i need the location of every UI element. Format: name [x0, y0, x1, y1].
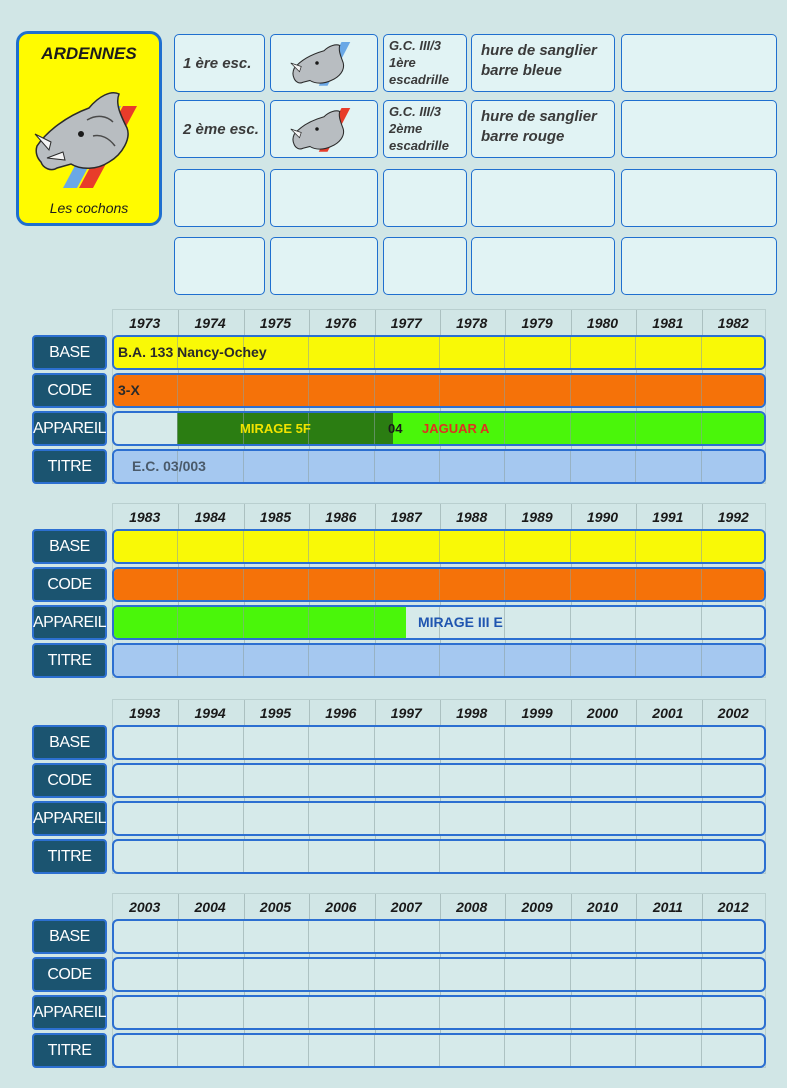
row-label-titre: TITRE	[32, 643, 107, 678]
grid-line	[177, 959, 178, 990]
grid-line	[374, 921, 375, 952]
grid-line	[374, 727, 375, 758]
year-label: 1989	[521, 509, 553, 525]
grid-line	[243, 841, 244, 872]
grid-line	[504, 959, 505, 990]
grid-line	[635, 607, 636, 638]
grid-line	[243, 645, 244, 676]
grid-line	[177, 727, 178, 758]
squadron-notes	[621, 34, 777, 92]
year-label: 1979	[521, 315, 553, 331]
row-label-code: CODE	[32, 373, 107, 408]
grid-line	[243, 765, 244, 796]
squadron-unit: G.C. III/3 1ère escadrille	[383, 34, 467, 92]
row-label-appareil: APPAREIL	[32, 411, 107, 446]
grid-line	[504, 451, 505, 482]
grid-line	[439, 569, 440, 600]
row-label-code: CODE	[32, 957, 107, 992]
titre-value: E.C. 03/003	[132, 458, 206, 474]
grid-line	[504, 841, 505, 872]
grid-line	[374, 451, 375, 482]
row-bar-titre	[112, 449, 766, 484]
grid-line	[504, 727, 505, 758]
grid-line	[570, 531, 571, 562]
grid-line	[439, 727, 440, 758]
insignia-caption: Les cochons	[49, 200, 129, 216]
year-label: 1988	[456, 509, 488, 525]
insignia-card	[16, 31, 162, 226]
grid-line	[439, 765, 440, 796]
grid-line	[570, 803, 571, 834]
year-label: 2008	[456, 899, 488, 915]
grid-line	[504, 337, 505, 368]
squadron-name	[174, 237, 265, 295]
grid-line	[504, 803, 505, 834]
grid-line	[635, 841, 636, 872]
row-bar-code	[112, 567, 766, 602]
squadron-name	[174, 169, 265, 227]
squadron-insignia	[270, 169, 378, 227]
grid-line	[177, 997, 178, 1028]
grid-line	[439, 921, 440, 952]
grid-line	[439, 959, 440, 990]
grid-line	[177, 645, 178, 676]
year-label: 2006	[325, 899, 357, 915]
grid-line	[177, 803, 178, 834]
row-label-appareil: APPAREIL	[32, 801, 107, 836]
year-label: 1981	[652, 315, 684, 331]
grid-line	[374, 413, 375, 444]
year-label: 2009	[521, 899, 553, 915]
grid-line	[177, 765, 178, 796]
grid-line	[439, 645, 440, 676]
grid-line	[701, 531, 702, 562]
row-label-base: BASE	[32, 335, 107, 370]
grid-line	[635, 569, 636, 600]
grid-line	[701, 841, 702, 872]
year-label: 2001	[652, 705, 684, 721]
year-label: 1977	[390, 315, 422, 331]
grid-line	[635, 803, 636, 834]
grid-line	[570, 765, 571, 796]
grid-line	[439, 1035, 440, 1066]
grid-line	[177, 607, 178, 638]
grid-line	[635, 765, 636, 796]
grid-line	[308, 607, 309, 638]
grid-line	[439, 531, 440, 562]
grid-line	[504, 531, 505, 562]
grid-line	[374, 959, 375, 990]
year-label: 1973	[129, 315, 161, 331]
grid-line	[308, 765, 309, 796]
boar-head-icon	[289, 103, 359, 155]
grid-line	[439, 997, 440, 1028]
squadron-insignia	[270, 34, 378, 92]
grid-line	[308, 803, 309, 834]
year-label: 1992	[717, 509, 749, 525]
row-bar-base	[112, 725, 766, 760]
boar-head-icon	[27, 76, 151, 196]
year-label: 1975	[259, 315, 292, 331]
year-label: 1997	[390, 705, 422, 721]
grid-line	[635, 451, 636, 482]
row-label-base: BASE	[32, 919, 107, 954]
grid-line	[243, 921, 244, 952]
grid-line	[308, 531, 309, 562]
grid-line	[504, 569, 505, 600]
grid-line	[701, 997, 702, 1028]
code-value: 3-X	[118, 382, 140, 398]
aircraft-name: JAGUAR A	[422, 421, 490, 436]
year-label: 1993	[129, 705, 161, 721]
grid-line	[570, 413, 571, 444]
row-label-appareil: APPAREIL	[32, 995, 107, 1030]
year-label: 1983	[129, 509, 161, 525]
year-label: 1985	[259, 509, 292, 525]
grid-line	[243, 569, 244, 600]
grid-line	[308, 841, 309, 872]
grid-line	[635, 375, 636, 406]
year-label: 1984	[194, 509, 226, 525]
row-bar-appareil	[112, 995, 766, 1030]
row-bar-appareil	[112, 605, 766, 640]
row-label-appareil: APPAREIL	[32, 605, 107, 640]
grid-line	[701, 959, 702, 990]
grid-line	[374, 607, 375, 638]
grid-line	[243, 803, 244, 834]
grid-line	[308, 997, 309, 1028]
squadron-notes	[621, 169, 777, 227]
grid-line	[308, 921, 309, 952]
boar-head-icon	[289, 37, 359, 89]
year-label: 1976	[325, 315, 357, 331]
squadron-notes	[621, 237, 777, 295]
year-label: 2011	[652, 899, 683, 915]
grid-line	[635, 531, 636, 562]
grid-line	[701, 921, 702, 952]
grid-line	[504, 1035, 505, 1066]
grid-line	[635, 959, 636, 990]
grid-line	[374, 531, 375, 562]
year-label: 1991	[652, 509, 684, 525]
grid-line	[374, 803, 375, 834]
year-label: 1990	[586, 509, 619, 525]
grid-line	[570, 569, 571, 600]
row-bar-base	[112, 919, 766, 954]
year-label: 1980	[586, 315, 619, 331]
grid-line	[570, 1035, 571, 1066]
row-label-titre: TITRE	[32, 449, 107, 484]
squadron-insignia	[270, 100, 378, 158]
grid-line	[570, 997, 571, 1028]
grid-line	[308, 959, 309, 990]
grid-line	[439, 451, 440, 482]
grid-line	[635, 1035, 636, 1066]
year-label: 1998	[456, 705, 488, 721]
grid-line	[635, 645, 636, 676]
year-label: 2005	[259, 899, 292, 915]
year-label: 2010	[586, 899, 619, 915]
grid-line	[308, 1035, 309, 1066]
year-label: 1987	[390, 509, 422, 525]
grid-line	[308, 451, 309, 482]
grid-line	[243, 607, 244, 638]
squadron-unit	[383, 237, 467, 295]
grid-line	[177, 375, 178, 406]
squadron-description	[471, 237, 615, 295]
grid-line	[635, 727, 636, 758]
year-label: 1986	[325, 509, 357, 525]
grid-line	[374, 375, 375, 406]
aircraft-name: MIRAGE III E	[418, 614, 503, 630]
grid-line	[177, 531, 178, 562]
grid-line	[439, 803, 440, 834]
row-bar-titre	[112, 643, 766, 678]
row-bar-base	[112, 335, 766, 370]
grid-line	[504, 997, 505, 1028]
grid-line	[701, 413, 702, 444]
row-bar-titre	[112, 839, 766, 874]
grid-line	[243, 997, 244, 1028]
grid-line	[243, 1035, 244, 1066]
grid-line	[243, 959, 244, 990]
year-label: 1995	[259, 705, 292, 721]
row-label-base: BASE	[32, 725, 107, 760]
year-label: 2007	[390, 899, 422, 915]
year-label: 2012	[717, 899, 749, 915]
row-label-titre: TITRE	[32, 1033, 107, 1068]
year-label: 2000	[586, 705, 619, 721]
row-bar-code	[112, 373, 766, 408]
grid-line	[374, 997, 375, 1028]
grid-line	[635, 921, 636, 952]
grid-line	[308, 337, 309, 368]
row-label-base: BASE	[32, 529, 107, 564]
grid-line	[570, 921, 571, 952]
grid-line	[570, 337, 571, 368]
grid-line	[374, 569, 375, 600]
grid-line	[504, 645, 505, 676]
squadron-description: hure de sanglier barre rouge	[471, 100, 615, 158]
grid-line	[701, 803, 702, 834]
year-label: 1996	[325, 705, 357, 721]
grid-line	[570, 959, 571, 990]
grid-line	[439, 337, 440, 368]
squadron-unit: G.C. III/3 2ème escadrille	[383, 100, 467, 158]
grid-line	[439, 841, 440, 872]
grid-line	[504, 375, 505, 406]
grid-line	[308, 645, 309, 676]
grid-line	[308, 569, 309, 600]
grid-line	[177, 1035, 178, 1066]
row-label-code: CODE	[32, 763, 107, 798]
grid-line	[504, 921, 505, 952]
base-value: B.A. 133 Nancy-Ochey	[118, 344, 267, 360]
grid-line	[308, 375, 309, 406]
grid-line	[635, 997, 636, 1028]
grid-line	[177, 413, 178, 444]
grid-line	[701, 765, 702, 796]
grid-line	[243, 451, 244, 482]
year-label: 1978	[456, 315, 488, 331]
grid-line	[570, 727, 571, 758]
grid-line	[243, 531, 244, 562]
row-bar-code	[112, 957, 766, 992]
grid-line	[177, 841, 178, 872]
squadron-notes	[621, 100, 777, 158]
year-label: 2004	[194, 899, 226, 915]
grid-line	[374, 841, 375, 872]
row-label-titre: TITRE	[32, 839, 107, 874]
row-bar-titre	[112, 1033, 766, 1068]
grid-line	[243, 375, 244, 406]
squadron-description	[471, 169, 615, 227]
grid-line	[570, 607, 571, 638]
grid-line	[570, 451, 571, 482]
row-bar-appareil	[112, 801, 766, 836]
squadron-name: 1 ère esc.	[174, 34, 265, 92]
grid-line	[635, 337, 636, 368]
row-bar-base	[112, 529, 766, 564]
grid-line	[570, 841, 571, 872]
row-bar-code	[112, 763, 766, 798]
grid-line	[635, 413, 636, 444]
squadron-insignia	[270, 237, 378, 295]
grid-line	[570, 375, 571, 406]
grid-line	[570, 645, 571, 676]
grid-line	[308, 727, 309, 758]
grid-line	[504, 413, 505, 444]
grid-line	[177, 569, 178, 600]
year-label: 1994	[194, 705, 226, 721]
grid-line	[701, 607, 702, 638]
grid-line	[374, 337, 375, 368]
grid-line	[701, 337, 702, 368]
row-bar-appareil	[112, 411, 766, 446]
grid-line	[374, 1035, 375, 1066]
aircraft-name: MIRAGE 5F	[240, 421, 311, 436]
insignia-title: ARDENNES	[41, 44, 137, 63]
grid-line	[701, 727, 702, 758]
grid-line	[701, 645, 702, 676]
squadron-name: 2 ème esc.	[174, 100, 265, 158]
grid-line	[504, 765, 505, 796]
year-label: 2002	[717, 705, 749, 721]
aircraft-name: 04	[388, 421, 403, 436]
grid-line	[177, 921, 178, 952]
year-label: 2003	[129, 899, 161, 915]
grid-line	[701, 375, 702, 406]
aircraft-segment	[112, 605, 406, 640]
grid-line	[374, 765, 375, 796]
year-label: 1982	[717, 315, 749, 331]
grid-line	[374, 645, 375, 676]
row-label-code: CODE	[32, 567, 107, 602]
grid-line	[439, 375, 440, 406]
squadron-unit	[383, 169, 467, 227]
year-label: 1999	[521, 705, 553, 721]
year-label: 1974	[194, 315, 226, 331]
grid-line	[701, 1035, 702, 1066]
grid-line	[701, 569, 702, 600]
grid-line	[243, 727, 244, 758]
grid-line	[701, 451, 702, 482]
squadron-description: hure de sanglier barre bleue	[471, 34, 615, 92]
